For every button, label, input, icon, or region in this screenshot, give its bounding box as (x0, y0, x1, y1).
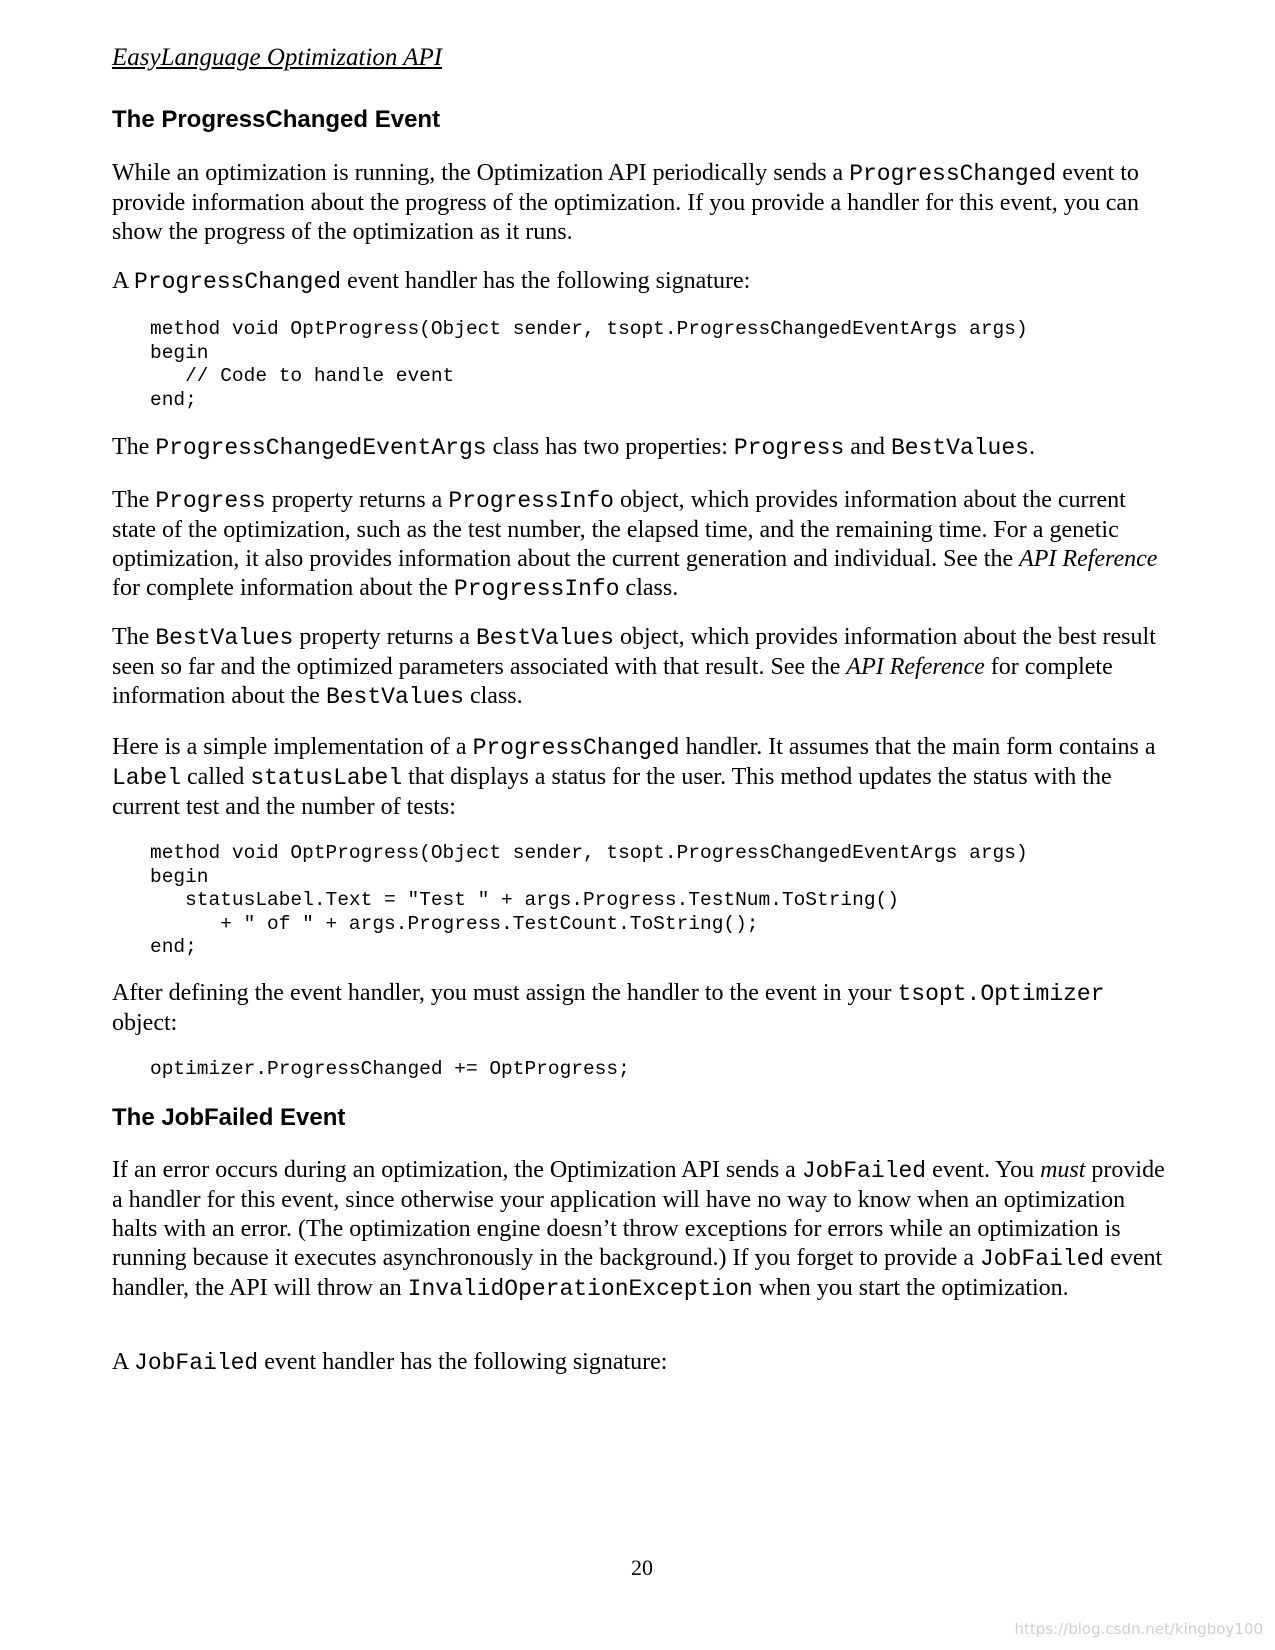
code-inline: ProgressChanged (134, 269, 342, 295)
text: event handler has the following signature: (258, 1349, 668, 1375)
code-inline: statusLabel (250, 765, 403, 791)
text: event to provide information about the progress of the optimization. If you provide a handler for this event, you can show the progress of the optimization as it runs. (112, 160, 1140, 245)
text: that displays a status for the user. This method updates the status with the current test and the number of tests: (112, 764, 1112, 820)
paragraph (112, 433, 1172, 463)
paragraph (112, 1348, 1172, 1378)
text: . (1028, 434, 1035, 460)
text: and (844, 434, 891, 460)
code-inline: Progress (733, 435, 845, 461)
code-inline: Progress (155, 488, 266, 514)
code-block-implementation: method void OptProgress(Object sender, tsopt.ProgressChangedEventArgs args) begin statusLabel.Text = "Test " + args.Progress.TestNum.ToString() + " of " + args.Progress.TestCount.ToString(); end; (150, 842, 1028, 958)
paragraph (112, 159, 1172, 247)
code-inline: InvalidOperationException (407, 1276, 753, 1302)
text: property returns a (293, 624, 476, 650)
italic-text: must (1040, 1157, 1086, 1183)
italic-text: API Reference (1019, 546, 1158, 572)
code-inline: JobFailed (801, 1158, 927, 1184)
text: when you start the optimization. (752, 1275, 1069, 1301)
text: object, which provides information about the current state of the optimization, such as the test number, the elapsed time, and the remaining time. For a genetic optimization, it also provides information about the current generation and individual. See the (112, 487, 1126, 572)
paragraph (112, 623, 1172, 712)
paragraph (112, 267, 1172, 297)
watermark: https://blog.csdn.net/kingboy100 (1014, 1620, 1263, 1638)
text: After defining the event handler, you must assign the handler to the event in your (112, 980, 898, 1006)
running-header: EasyLanguage Optimization API (112, 44, 443, 71)
code-inline: BestValues (475, 625, 614, 651)
paragraph (112, 486, 1172, 604)
text: object, which provides information about the best result seen so far and the optimized parameters associated with that result. See the (112, 624, 1156, 680)
text: A (112, 268, 135, 294)
text: for complete information about the (112, 575, 454, 601)
code-inline: tsopt.Optimizer (897, 981, 1105, 1007)
text: object: (112, 1010, 178, 1036)
page-number: 20 (631, 1555, 653, 1580)
paragraph (112, 979, 1172, 1038)
text: event. You (926, 1157, 1041, 1183)
text: Here is a simple implementation of a (112, 734, 473, 760)
text: event handler, the API will throw an (112, 1245, 1163, 1301)
code-inline: ProgressChangedEventArgs (155, 435, 487, 461)
code-inline: Label (112, 765, 182, 791)
section-heading-progresschanged: The ProgressChanged Event (112, 106, 441, 133)
code-inline: JobFailed (134, 1350, 259, 1376)
text: for complete information about the (112, 654, 1113, 709)
text: property returns a (265, 487, 449, 513)
text: handler. It assumes that the main form contains a (679, 734, 1156, 760)
paragraph (112, 733, 1172, 822)
code-inline: ProgressChanged (472, 735, 680, 761)
section-heading-jobfailed: The JobFailed Event (112, 1104, 346, 1131)
text: The (112, 487, 156, 513)
code-inline: ProgressInfo (448, 488, 614, 514)
code-inline: BestValues (325, 684, 464, 710)
italic-text: API Reference (846, 654, 985, 680)
text: event handler has the following signature: (341, 268, 751, 294)
code-inline: JobFailed (979, 1246, 1105, 1272)
text: While an optimization is running, the Optimization API periodically sends a (112, 160, 850, 186)
text: provide a handler for this event, since otherwise your application will have no way to know when an optimization halts with an error. (The optimization engine doesn’t throw exceptions for errors while an optimization is running because it executes asynchronously in the background.) If you forget to provide a (112, 1157, 1165, 1271)
text: called (181, 764, 251, 790)
text: class. (463, 683, 523, 709)
code-inline: BestValues (890, 435, 1029, 461)
code-inline: ProgressInfo (453, 576, 620, 602)
paragraph (112, 1156, 1172, 1304)
text: The (112, 434, 156, 460)
text: If an error occurs during an optimization, the Optimization API sends a (112, 1157, 802, 1183)
code-inline: ProgressChanged (849, 161, 1057, 187)
code-inline: BestValues (155, 625, 294, 651)
text: class has two properties: (486, 434, 734, 460)
code-block-signature: method void OptProgress(Object sender, tsopt.ProgressChangedEventArgs args) begin // Code to handle event end; (150, 318, 1028, 411)
code-block-assign: optimizer.ProgressChanged += OptProgress; (150, 1058, 630, 1080)
text: A (112, 1349, 135, 1375)
text: class. (619, 575, 679, 601)
text: The (112, 624, 156, 650)
